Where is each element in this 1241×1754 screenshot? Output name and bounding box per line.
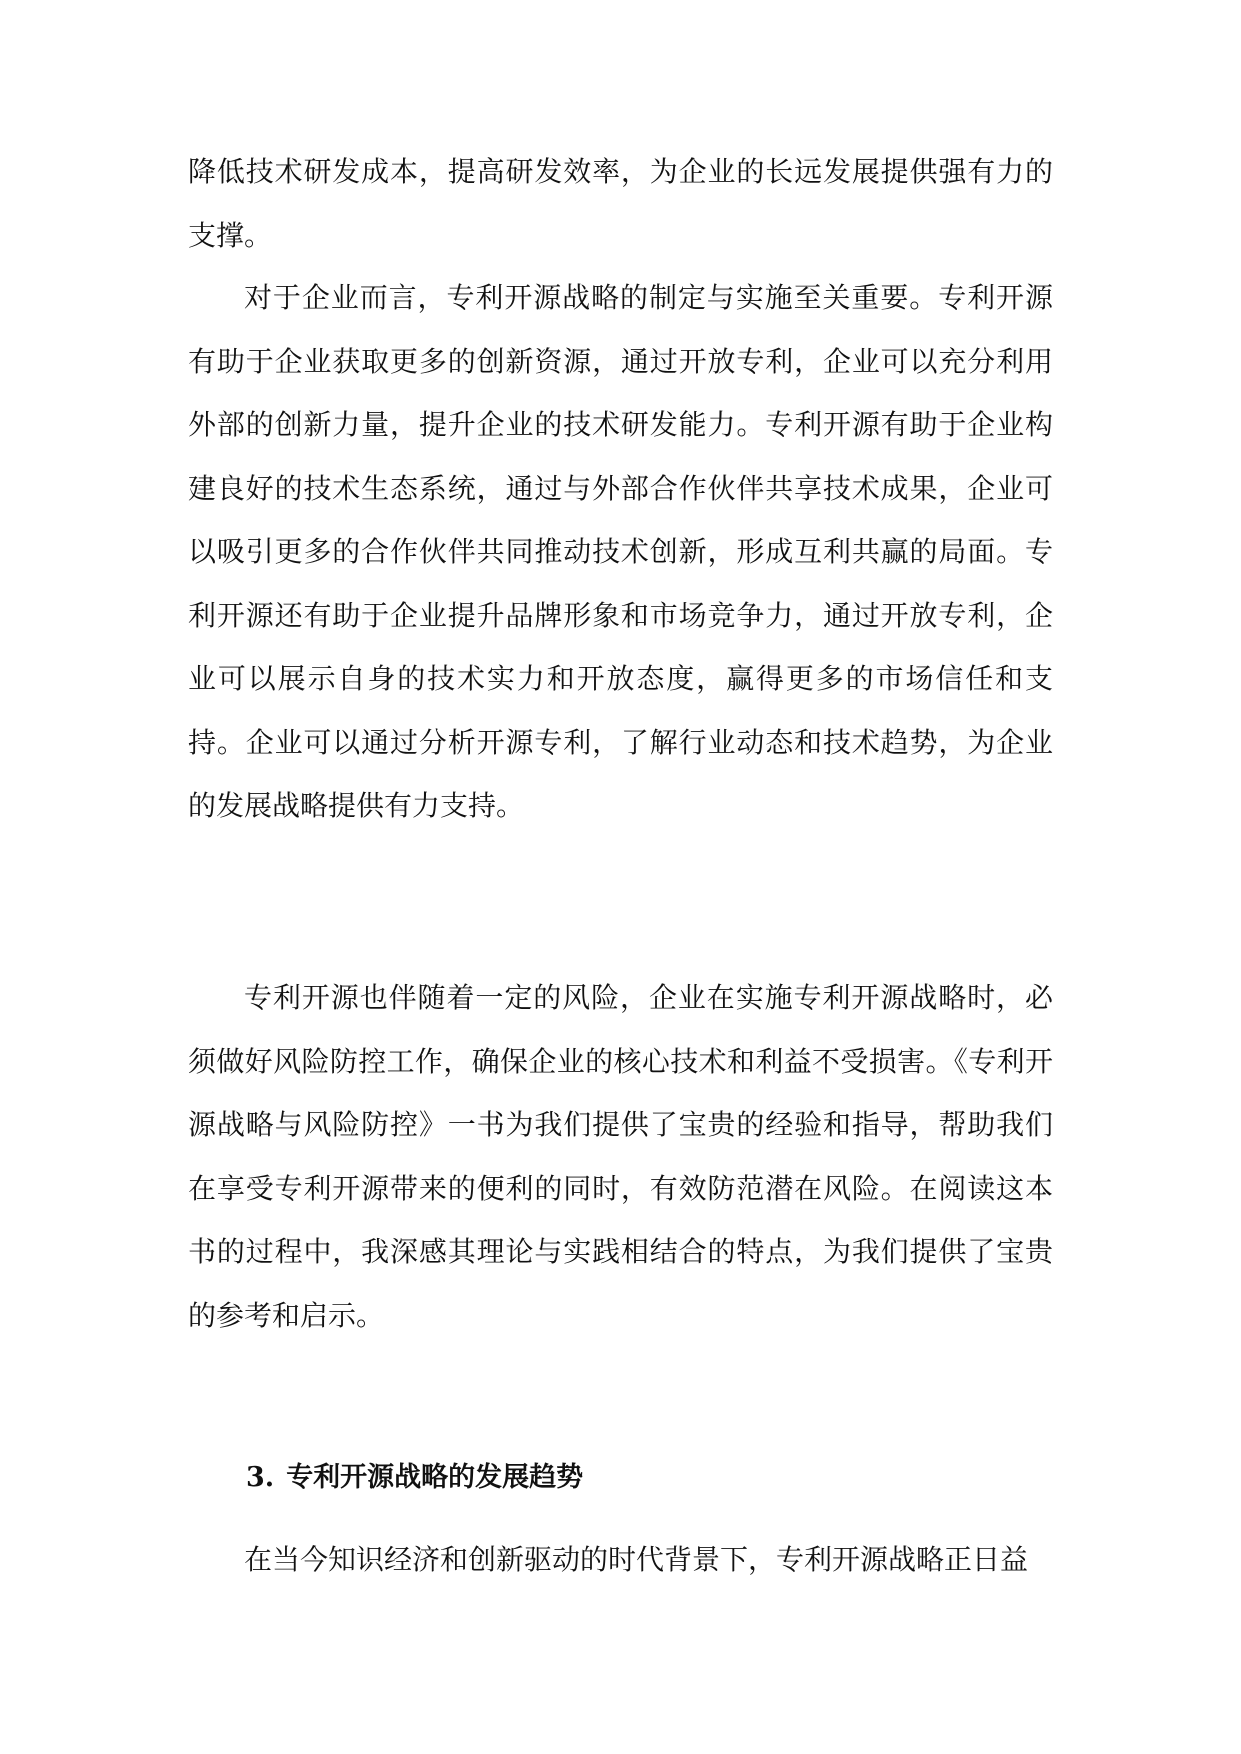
paragraph-risk-control: 专利开源也伴随着一定的风险，企业在实施专利开源战略时，必须做好风险防控工作，确保企业的核心技术和利益不受损害。《专利开源战略与风险防控》一书为我们提供了宝贵的经验和指导，帮助我们在享受专利开源带来的便利的同时，有效防范潜在风险。在阅读这本书的过程中，我深感其理论与实践相结合的特点，为我们提供了宝贵的参考和启示。 [188, 981, 1053, 1332]
document-page [188, 0, 1053, 1754]
section-number: 3. [246, 1462, 275, 1493]
paragraph-enterprise-strategy: 对于企业而言，专利开源战略的制定与实施至关重要。专利开源有助于企业获取更多的创新资源，通过开放专利，企业可以充分利用外部的创新力量，提升企业的技术研发能力。专利开源有助于企业构建良好的技术生态系统，通过与外部合作伙伴共享技术成果，企业可以吸引更多的合作伙伴共同推动技术创新，形成互利共赢的局面。专利开源还有助于企业提升品牌形象和市场竞争力，通过开放专利，企业可以展示自身的技术实力和开放态度，赢得更多的市场信任和支持。企业可以通过分析开源专利，了解行业动态和技术趋势，为企业的发展战略提供有力支持。 [188, 281, 1053, 822]
paragraph-continuation: 降低技术研发成本，提高研发效率，为企业的长远发展提供强有力的支撑。 [188, 155, 1053, 252]
section-title: 专利开源战略的发展趋势 [286, 1462, 584, 1493]
section-heading [246, 1458, 583, 1498]
paragraph-trend-intro: 在当今知识经济和创新驱动的时代背景下，专利开源战略正日益 [244, 1543, 1029, 1576]
